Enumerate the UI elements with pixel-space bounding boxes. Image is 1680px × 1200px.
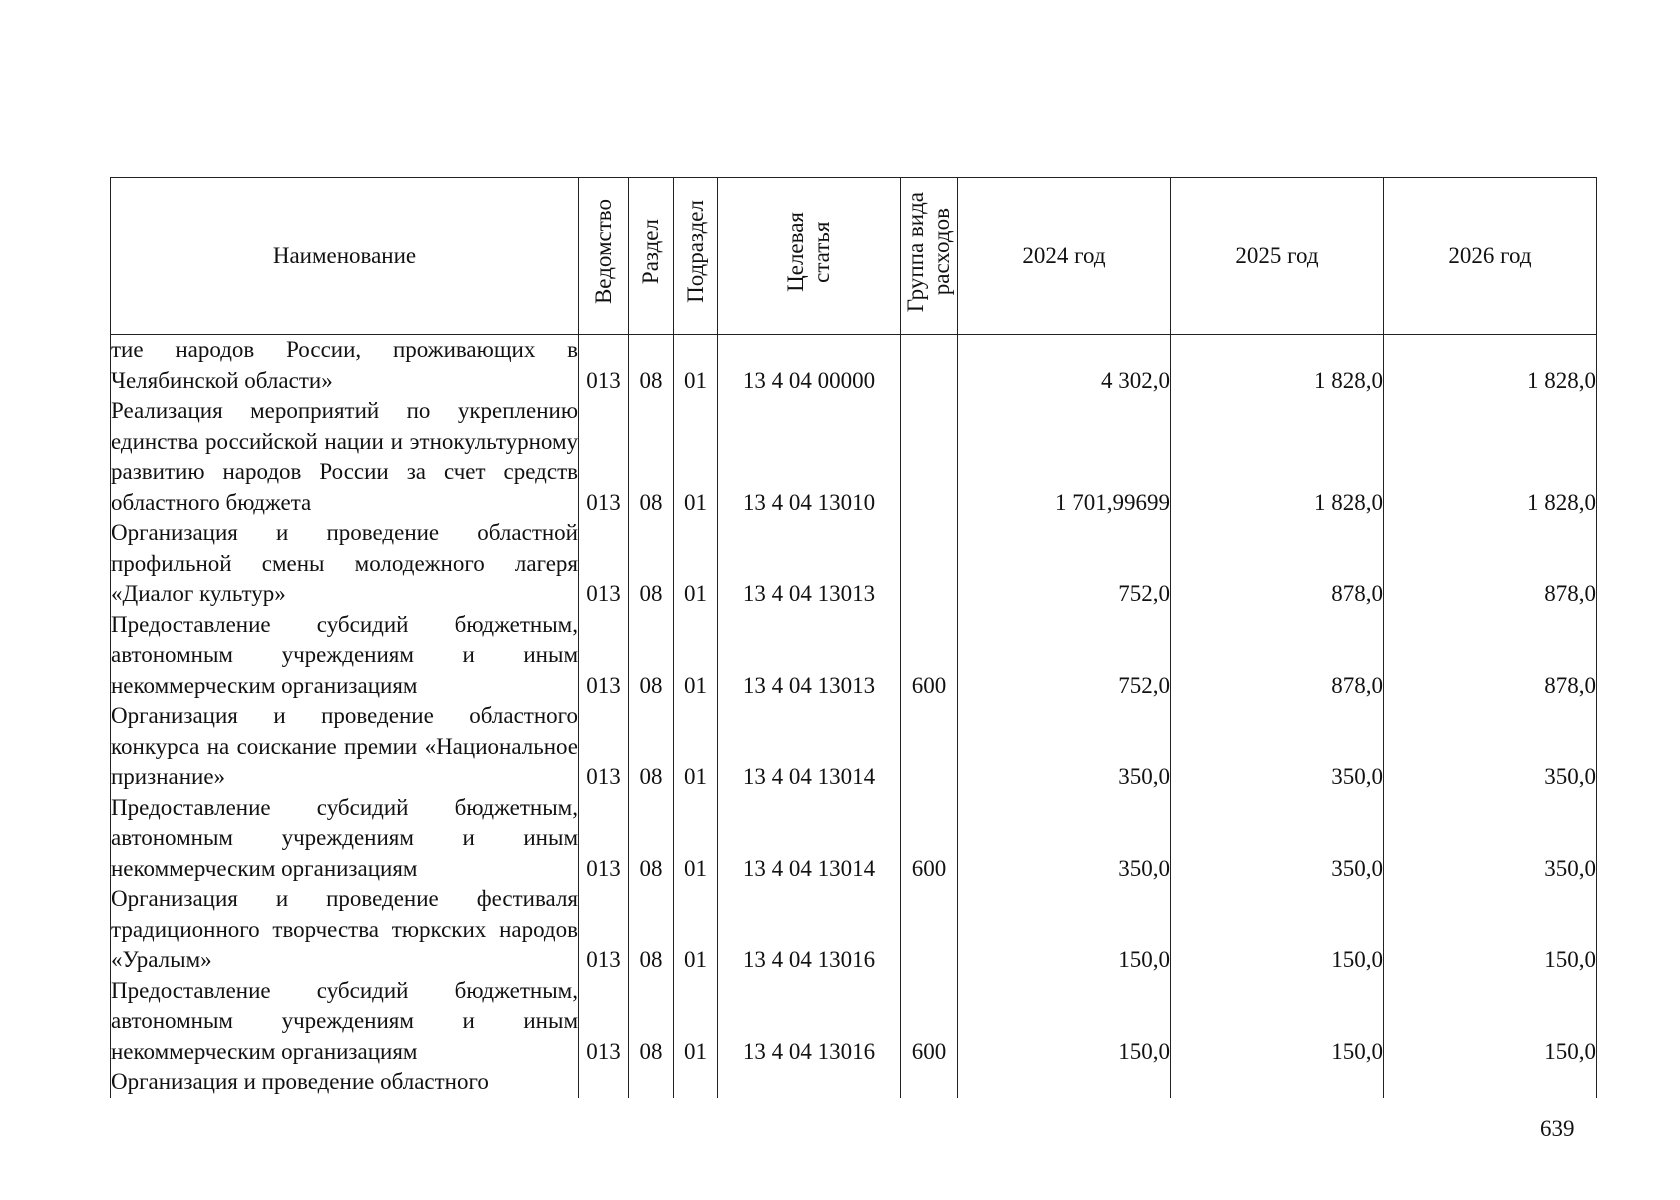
header-department: Ведомство <box>579 178 629 335</box>
cell-target-article <box>718 1067 901 1098</box>
cell-2024: 752,0 <box>958 610 1171 702</box>
cell-expense-group <box>901 335 958 397</box>
cell-target-article: 13 4 04 13016 <box>718 884 901 976</box>
cell-expense-group: 600 <box>901 793 958 885</box>
table-row <box>111 335 1597 397</box>
cell-expense-group <box>901 396 958 518</box>
cell-expense-group <box>901 884 958 976</box>
cell-2026: 150,0 <box>1384 884 1597 976</box>
cell-2024: 752,0 <box>958 518 1171 610</box>
table-row <box>111 976 1597 1068</box>
cell-name: Предоставление субсидий бюджетным, автономным учреждениям и иным некоммерческим организациям <box>111 976 579 1068</box>
cell-department: 013 <box>579 610 629 702</box>
cell-name: Предоставление субсидий бюджетным, автономным учреждениям и иным некоммерческим организациям <box>111 610 579 702</box>
cell-2026: 150,0 <box>1384 976 1597 1068</box>
cell-2026: 350,0 <box>1384 701 1597 793</box>
cell-2026: 1 828,0 <box>1384 335 1597 397</box>
cell-subsection: 01 <box>674 976 718 1068</box>
cell-expense-group <box>901 701 958 793</box>
cell-section: 08 <box>629 518 674 610</box>
table-body <box>111 335 1597 1098</box>
header-name: Наименование <box>111 178 579 335</box>
cell-subsection: 01 <box>674 396 718 518</box>
header-section: Раздел <box>629 178 674 335</box>
cell-subsection: 01 <box>674 884 718 976</box>
cell-subsection: 01 <box>674 610 718 702</box>
page-number: 639 <box>1540 1116 1575 1141</box>
cell-name: Реализация мероприятий по укреплению единства российской нации и этнокультурному развитию народов России за счет средств областного бюджета <box>111 396 579 518</box>
budget-table <box>110 177 1597 1098</box>
cell-2024: 350,0 <box>958 701 1171 793</box>
cell-2026: 1 828,0 <box>1384 396 1597 518</box>
cell-2024: 150,0 <box>958 976 1171 1068</box>
cell-department: 013 <box>579 701 629 793</box>
cell-name: Организация и проведение областного конкурса на соискание премии «Национальное признание» <box>111 701 579 793</box>
cell-target-article: 13 4 04 13013 <box>718 518 901 610</box>
cell-department: 013 <box>579 793 629 885</box>
cell-2026: 350,0 <box>1384 793 1597 885</box>
cell-name: Предоставление субсидий бюджетным, автономным учреждениям и иным некоммерческим организациям <box>111 793 579 885</box>
cell-section: 08 <box>629 793 674 885</box>
header-expense-group: Группа вида расходов <box>901 178 958 335</box>
cell-2024 <box>958 1067 1171 1098</box>
cell-name: тие народов России, проживающих в Челябинской области» <box>111 335 579 397</box>
cell-2026 <box>1384 1067 1597 1098</box>
cell-2024: 4 302,0 <box>958 335 1171 397</box>
header-2026: 2026 год <box>1384 178 1597 335</box>
cell-target-article: 13 4 04 13014 <box>718 793 901 885</box>
cell-subsection: 01 <box>674 701 718 793</box>
cell-2026: 878,0 <box>1384 610 1597 702</box>
cell-department: 013 <box>579 518 629 610</box>
cell-target-article: 13 4 04 13010 <box>718 396 901 518</box>
table-row <box>111 793 1597 885</box>
cell-expense-group: 600 <box>901 610 958 702</box>
table-row <box>111 396 1597 518</box>
cell-name: Организация и проведение фестиваля традиционного творчества тюркских народов «Уралым» <box>111 884 579 976</box>
table-row <box>111 518 1597 610</box>
cell-2025: 878,0 <box>1171 610 1384 702</box>
cell-2025: 350,0 <box>1171 701 1384 793</box>
cell-2024: 350,0 <box>958 793 1171 885</box>
cell-2024: 150,0 <box>958 884 1171 976</box>
table-row <box>111 610 1597 702</box>
table-row <box>111 701 1597 793</box>
cell-subsection: 01 <box>674 518 718 610</box>
cell-department <box>579 1067 629 1098</box>
header-2025: 2025 год <box>1171 178 1384 335</box>
cell-department: 013 <box>579 335 629 397</box>
cell-department: 013 <box>579 884 629 976</box>
cell-name: Организация и проведение областного <box>111 1067 579 1098</box>
header-2024: 2024 год <box>958 178 1171 335</box>
cell-section <box>629 1067 674 1098</box>
cell-department: 013 <box>579 976 629 1068</box>
cell-subsection <box>674 1067 718 1098</box>
cell-expense-group <box>901 518 958 610</box>
cell-expense-group <box>901 1067 958 1098</box>
cell-target-article: 13 4 04 00000 <box>718 335 901 397</box>
cell-subsection: 01 <box>674 793 718 885</box>
cell-2025: 878,0 <box>1171 518 1384 610</box>
cell-2025: 150,0 <box>1171 884 1384 976</box>
table-header <box>111 178 1597 335</box>
cell-target-article: 13 4 04 13013 <box>718 610 901 702</box>
cell-section: 08 <box>629 884 674 976</box>
budget-table-container <box>110 177 1596 1098</box>
cell-expense-group: 600 <box>901 976 958 1068</box>
cell-2025 <box>1171 1067 1384 1098</box>
table-row <box>111 884 1597 976</box>
cell-2026: 878,0 <box>1384 518 1597 610</box>
cell-subsection: 01 <box>674 335 718 397</box>
header-subsection: Подраздел <box>674 178 718 335</box>
cell-2025: 150,0 <box>1171 976 1384 1068</box>
cell-section: 08 <box>629 701 674 793</box>
cell-2025: 1 828,0 <box>1171 396 1384 518</box>
cell-name: Организация и проведение областной профильной смены молодежного лагеря «Диалог культур» <box>111 518 579 610</box>
cell-section: 08 <box>629 976 674 1068</box>
cell-section: 08 <box>629 610 674 702</box>
cell-section: 08 <box>629 396 674 518</box>
cell-2024: 1 701,99699 <box>958 396 1171 518</box>
cell-department: 013 <box>579 396 629 518</box>
cell-2025: 350,0 <box>1171 793 1384 885</box>
cell-target-article: 13 4 04 13016 <box>718 976 901 1068</box>
cell-target-article: 13 4 04 13014 <box>718 701 901 793</box>
cell-section: 08 <box>629 335 674 397</box>
header-target-article: Целевая статья <box>718 178 901 335</box>
table-row <box>111 1067 1597 1098</box>
cell-2025: 1 828,0 <box>1171 335 1384 397</box>
